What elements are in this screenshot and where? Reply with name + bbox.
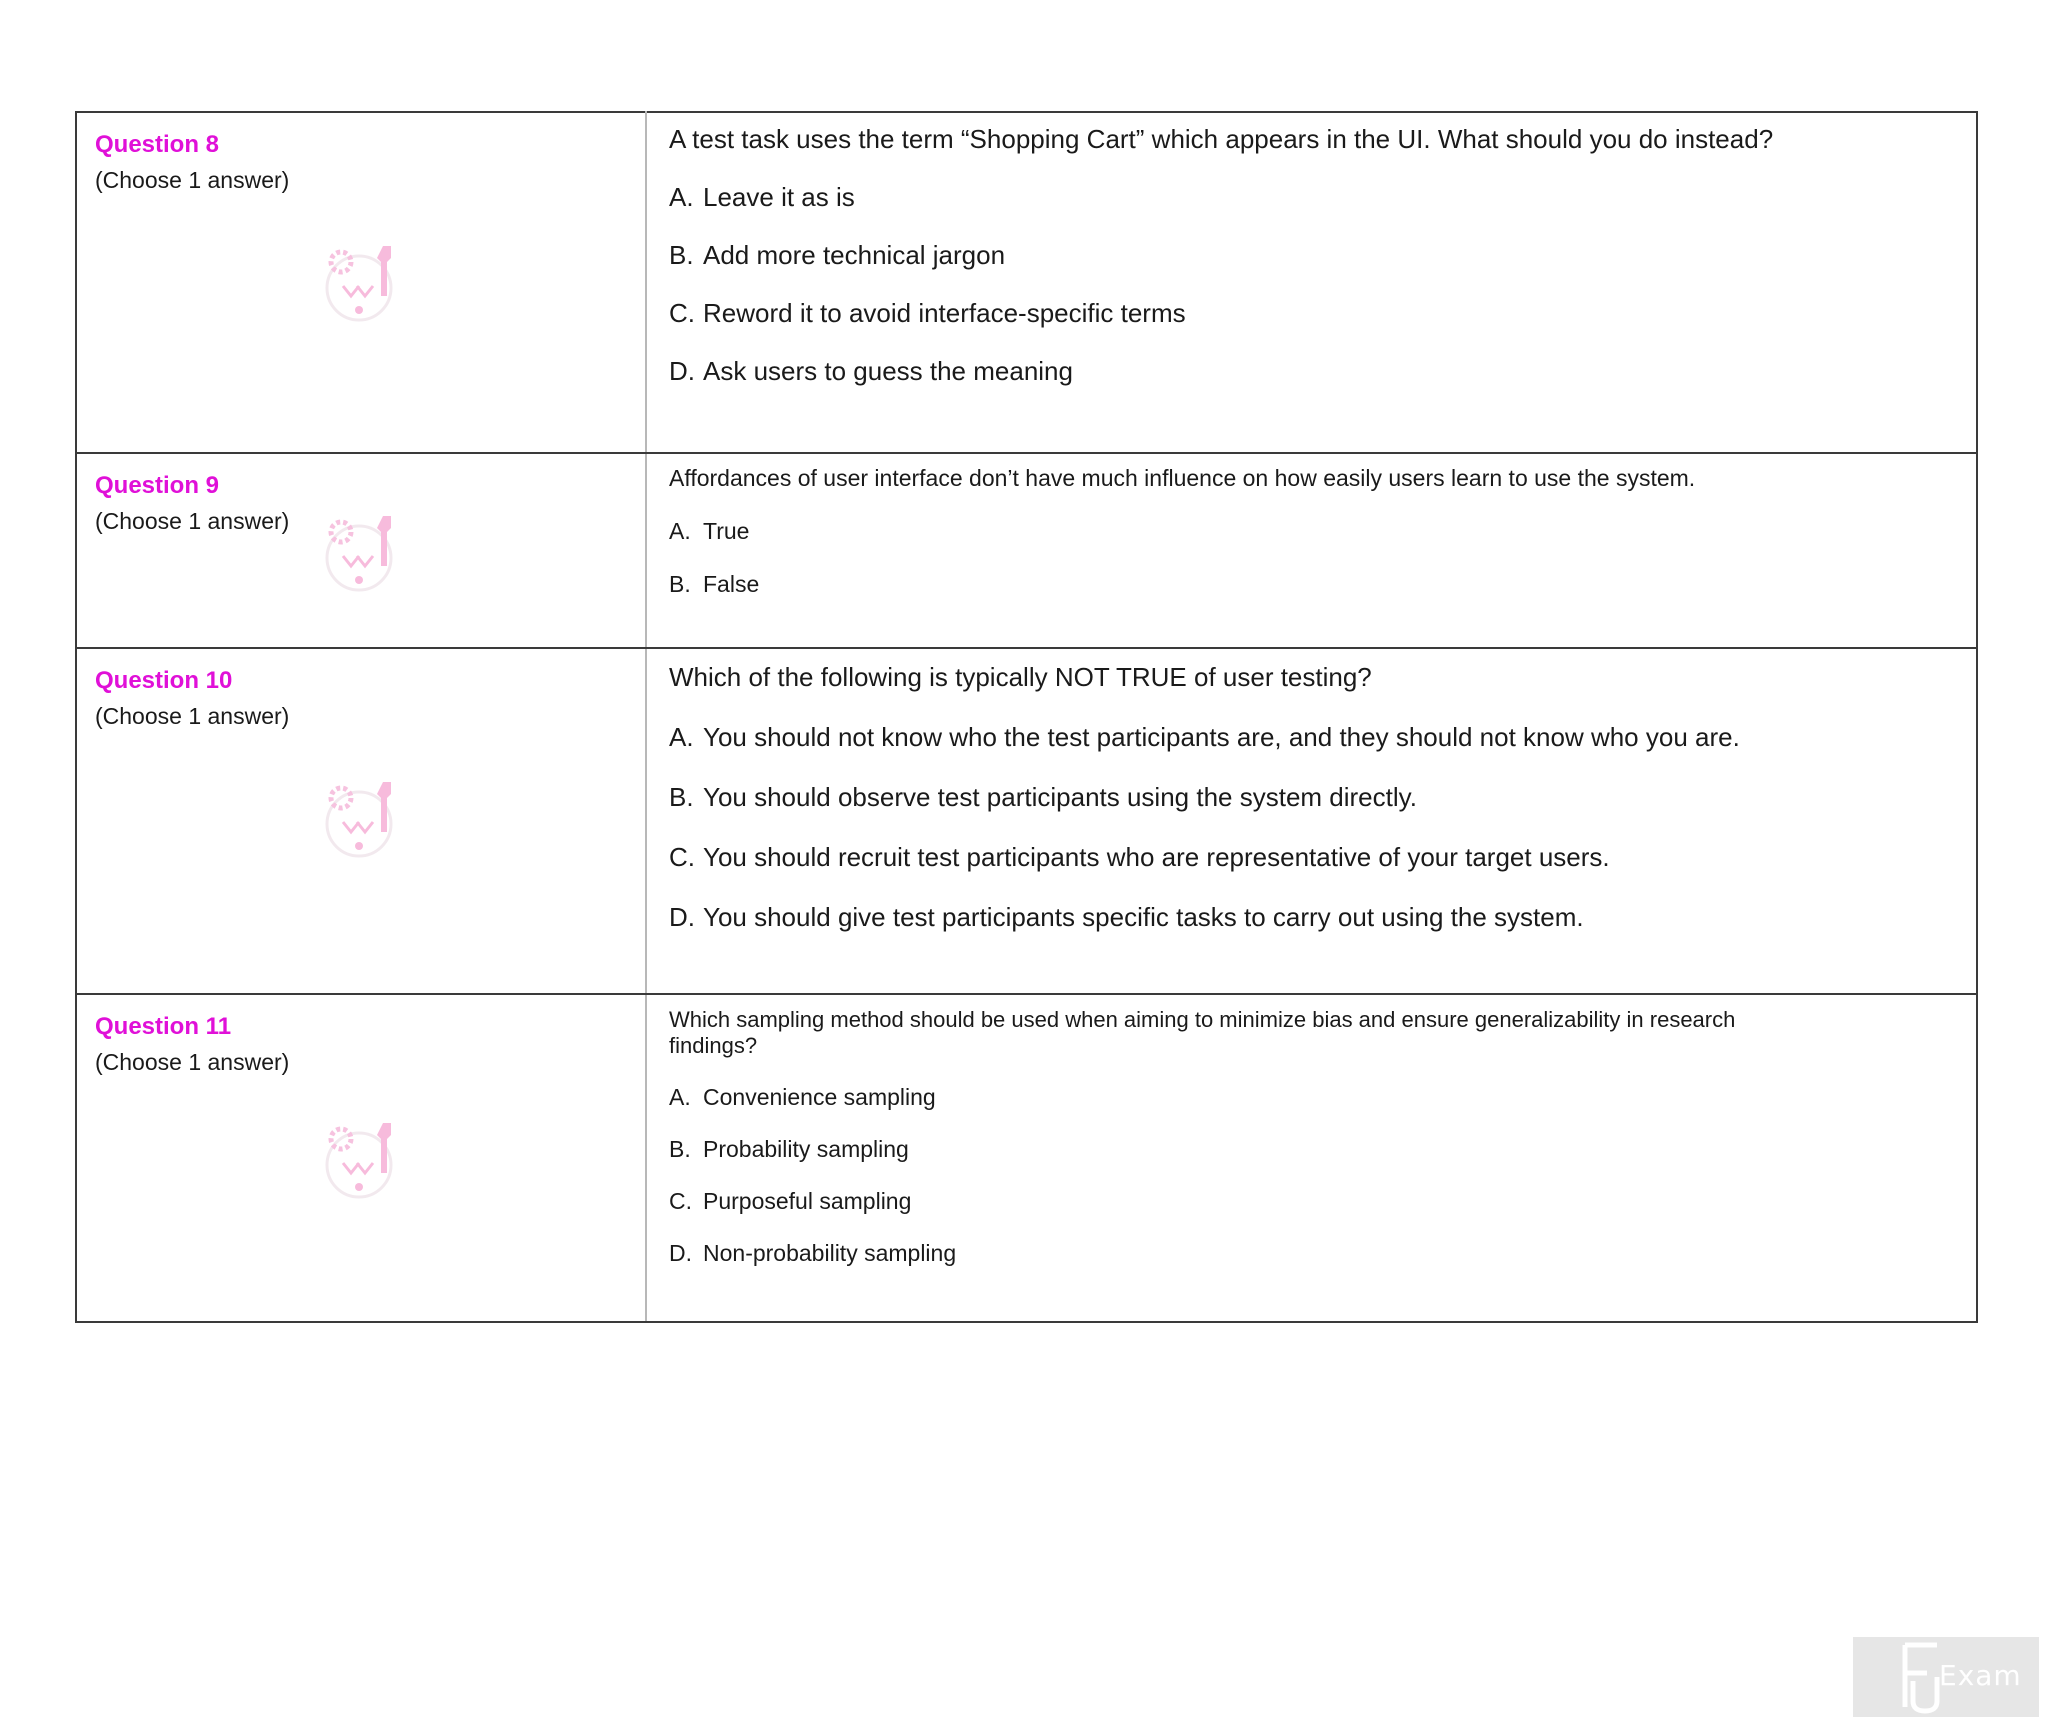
gear-wrench-icon — [313, 774, 413, 864]
option-letter: B. — [669, 782, 694, 812]
question-row — [76, 994, 1977, 1322]
answer-option[interactable] — [669, 1083, 1976, 1111]
question-header-cell — [76, 994, 646, 1322]
option-letter: A. — [669, 182, 694, 212]
option-text: Leave it as is — [703, 182, 855, 212]
option-text: True — [703, 518, 750, 544]
question-header-cell — [76, 648, 646, 994]
brand-text: Exam — [1939, 1659, 2022, 1692]
question-instruction: (Choose 1 answer) — [95, 1049, 290, 1075]
answer-options — [647, 721, 1976, 933]
option-text: You should recruit test participants who are representative of your target users. — [703, 842, 1610, 872]
option-text: You should not know who the test participants are, and they should not know who you are. — [703, 722, 1740, 752]
question-text: A test task uses the term “Shopping Cart” which appears in the UI. What should you do instead? — [669, 124, 1774, 154]
option-text: Purposeful sampling — [703, 1188, 912, 1214]
question-header-cell — [76, 453, 646, 648]
question-body-cell — [646, 453, 1977, 648]
option-text: False — [703, 571, 760, 597]
answer-option[interactable] — [669, 181, 1976, 213]
option-letter: C. — [669, 842, 695, 872]
option-letter: A. — [669, 722, 694, 752]
question-table — [75, 111, 1978, 1323]
question-header-cell — [76, 112, 646, 453]
question-row — [76, 112, 1977, 453]
option-text: Add more technical jargon — [703, 240, 1006, 270]
answer-option[interactable] — [669, 355, 1976, 387]
option-letter: A. — [669, 1084, 691, 1110]
answer-option[interactable] — [669, 841, 1976, 873]
answer-options — [647, 181, 1976, 387]
option-text: Probability sampling — [703, 1136, 909, 1162]
question-row — [76, 453, 1977, 648]
question-row — [76, 648, 1977, 994]
option-text: You should observe test participants using the system directly. — [703, 782, 1417, 812]
option-letter: C. — [669, 298, 695, 328]
answer-option[interactable] — [669, 297, 1976, 329]
gear-wrench-icon — [313, 238, 413, 328]
answer-options — [647, 1083, 1976, 1267]
question-body-cell — [646, 112, 1977, 453]
question-instruction: (Choose 1 answer) — [95, 508, 290, 534]
question-body-cell — [646, 994, 1977, 1322]
question-instruction: (Choose 1 answer) — [95, 167, 290, 193]
answer-options — [647, 517, 1976, 598]
option-letter: A. — [669, 518, 691, 544]
option-text: Non-probability sampling — [703, 1240, 957, 1266]
fu-exam-logo — [1853, 1637, 2039, 1717]
gear-wrench-icon — [313, 508, 413, 598]
answer-option[interactable] — [669, 239, 1976, 271]
option-text: You should give test participants specific tasks to carry out using the system. — [703, 902, 1584, 932]
gear-wrench-icon — [313, 1115, 413, 1205]
question-text: Which sampling method should be used when aiming to minimize bias and ensure generalizability in research findings? — [669, 1007, 1736, 1058]
question-body-cell — [646, 648, 1977, 994]
answer-option[interactable] — [669, 781, 1976, 813]
option-letter: B. — [669, 1136, 691, 1162]
question-number: Question 9 — [95, 472, 220, 499]
answer-option[interactable] — [669, 1239, 1976, 1267]
answer-option[interactable] — [669, 570, 1976, 598]
question-number: Question 11 — [95, 1013, 232, 1040]
option-letter: B. — [669, 571, 691, 597]
option-text: Convenience sampling — [703, 1084, 936, 1110]
answer-option[interactable] — [669, 1187, 1976, 1215]
option-letter: D. — [669, 902, 695, 932]
question-number: Question 8 — [95, 131, 220, 158]
question-text: Which of the following is typically NOT TRUE of user testing? — [669, 662, 1372, 692]
option-letter: B. — [669, 240, 694, 270]
option-letter: C. — [669, 1188, 692, 1214]
option-text: Ask users to guess the meaning — [703, 356, 1073, 386]
answer-option[interactable] — [669, 517, 1976, 545]
question-text: Affordances of user interface don’t have much influence on how easily users learn to use the system. — [669, 465, 1696, 491]
option-text: Reword it to avoid interface-specific terms — [703, 298, 1186, 328]
question-number: Question 10 — [95, 667, 233, 694]
answer-option[interactable] — [669, 721, 1976, 753]
option-letter: D. — [669, 1240, 692, 1266]
option-letter: D. — [669, 356, 695, 386]
answer-option[interactable] — [669, 1135, 1976, 1163]
answer-option[interactable] — [669, 901, 1976, 933]
question-instruction: (Choose 1 answer) — [95, 703, 290, 729]
